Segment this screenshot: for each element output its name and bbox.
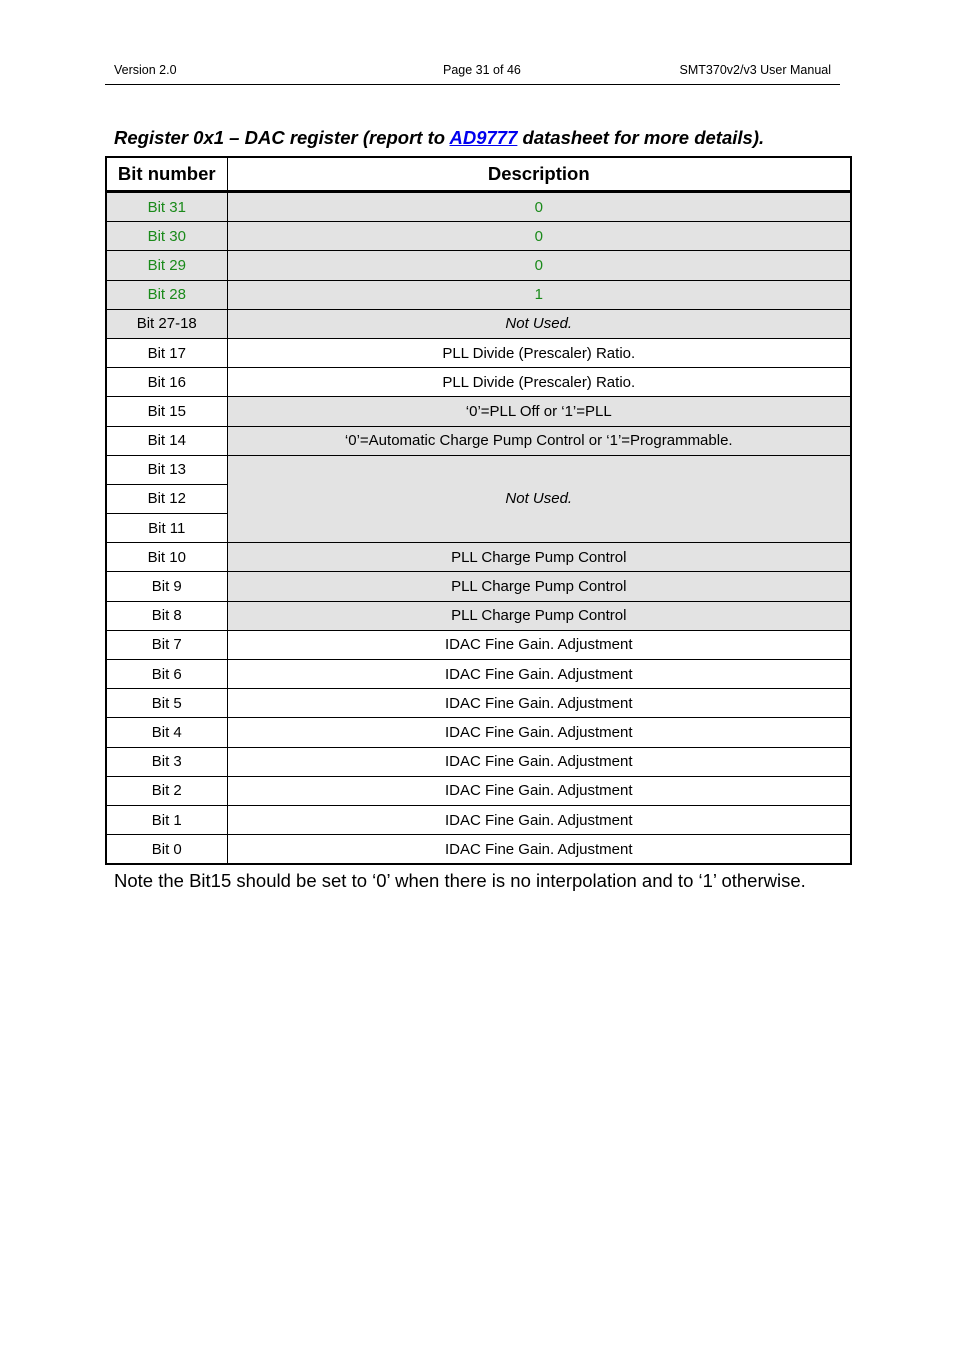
- page-number: Page 31 of 46: [443, 63, 521, 77]
- bit-cell: Bit 31: [106, 192, 227, 222]
- description-cell: Not Used.: [227, 309, 851, 338]
- bit-cell: Bit 1: [106, 805, 227, 834]
- bit-cell: Bit 16: [106, 368, 227, 397]
- description-cell: PLL Charge Pump Control: [227, 601, 851, 630]
- description-cell: PLL Charge Pump Control: [227, 543, 851, 572]
- table-row: [106, 835, 851, 865]
- table-caption: [114, 127, 764, 149]
- table-row: [106, 660, 851, 689]
- table-row: [106, 543, 851, 572]
- description-cell: IDAC Fine Gain. Adjustment: [227, 718, 851, 747]
- description-cell: IDAC Fine Gain. Adjustment: [227, 835, 851, 865]
- description-cell: PLL Divide (Prescaler) Ratio.: [227, 368, 851, 397]
- bit-cell: Bit 2: [106, 776, 227, 805]
- description-cell: ‘0’=PLL Off or ‘1’=PLL: [227, 397, 851, 426]
- bit-cell: Bit 6: [106, 660, 227, 689]
- table-row: [106, 397, 851, 426]
- page-header: [105, 62, 840, 85]
- description-cell: 1: [227, 280, 851, 309]
- bit-cell: Bit 27-18: [106, 309, 227, 338]
- manual-title: SMT370v2/v3 User Manual: [679, 63, 831, 77]
- table-row: [106, 776, 851, 805]
- table-row: [106, 455, 851, 484]
- bit-cell: Bit 0: [106, 835, 227, 865]
- description-cell: IDAC Fine Gain. Adjustment: [227, 805, 851, 834]
- description-cell: IDAC Fine Gain. Adjustment: [227, 776, 851, 805]
- bit-cell: Bit 15: [106, 397, 227, 426]
- bit-cell: Bit 4: [106, 718, 227, 747]
- table-row: [106, 630, 851, 659]
- table-row: [106, 222, 851, 251]
- bit-cell: Bit 28: [106, 280, 227, 309]
- caption-suffix: datasheet for more details).: [517, 127, 765, 148]
- table-row: [106, 689, 851, 718]
- table-row: [106, 601, 851, 630]
- bit-cell: Bit 11: [106, 514, 227, 543]
- table-row: [106, 572, 851, 601]
- bit-cell: Bit 3: [106, 747, 227, 776]
- caption-prefix: Register 0x1 – DAC register (report to: [114, 127, 450, 148]
- description-cell: ‘0’=Automatic Charge Pump Control or ‘1’=Programmable.: [227, 426, 851, 455]
- table-row: [106, 368, 851, 397]
- table-row: [106, 747, 851, 776]
- bit-cell: Bit 9: [106, 572, 227, 601]
- bit-cell: Bit 17: [106, 338, 227, 367]
- description-cell: IDAC Fine Gain. Adjustment: [227, 689, 851, 718]
- column-header-description: Description: [227, 157, 851, 192]
- ad9777-link[interactable]: AD9777: [449, 127, 518, 148]
- description-cell: Not Used.: [227, 455, 851, 543]
- register-table: [105, 156, 852, 865]
- description-cell: 0: [227, 222, 851, 251]
- table-row: [106, 718, 851, 747]
- table-row: [106, 192, 851, 222]
- table-header-row: [106, 157, 851, 192]
- description-cell: PLL Divide (Prescaler) Ratio.: [227, 338, 851, 367]
- bit15-note: Note the Bit15 should be set to ‘0’ when there is no interpolation and to ‘1’ otherwise.: [114, 870, 806, 891]
- table-row: [106, 805, 851, 834]
- description-cell: 0: [227, 251, 851, 280]
- description-cell: IDAC Fine Gain. Adjustment: [227, 747, 851, 776]
- table-row: [106, 251, 851, 280]
- table-row: [106, 309, 851, 338]
- bit-cell: Bit 8: [106, 601, 227, 630]
- bit-cell: Bit 13: [106, 455, 227, 484]
- version-label: Version 2.0: [114, 63, 177, 77]
- description-cell: 0: [227, 192, 851, 222]
- table-row: [106, 426, 851, 455]
- bit-cell: Bit 10: [106, 543, 227, 572]
- column-header-bit-number: Bit number: [106, 157, 227, 192]
- bit-cell: Bit 29: [106, 251, 227, 280]
- bit-cell: Bit 12: [106, 484, 227, 513]
- bit-cell: Bit 5: [106, 689, 227, 718]
- description-cell: IDAC Fine Gain. Adjustment: [227, 630, 851, 659]
- bit-cell: Bit 14: [106, 426, 227, 455]
- bit-cell: Bit 30: [106, 222, 227, 251]
- description-cell: IDAC Fine Gain. Adjustment: [227, 660, 851, 689]
- table-row: [106, 338, 851, 367]
- table-row: [106, 280, 851, 309]
- bit-cell: Bit 7: [106, 630, 227, 659]
- description-cell: PLL Charge Pump Control: [227, 572, 851, 601]
